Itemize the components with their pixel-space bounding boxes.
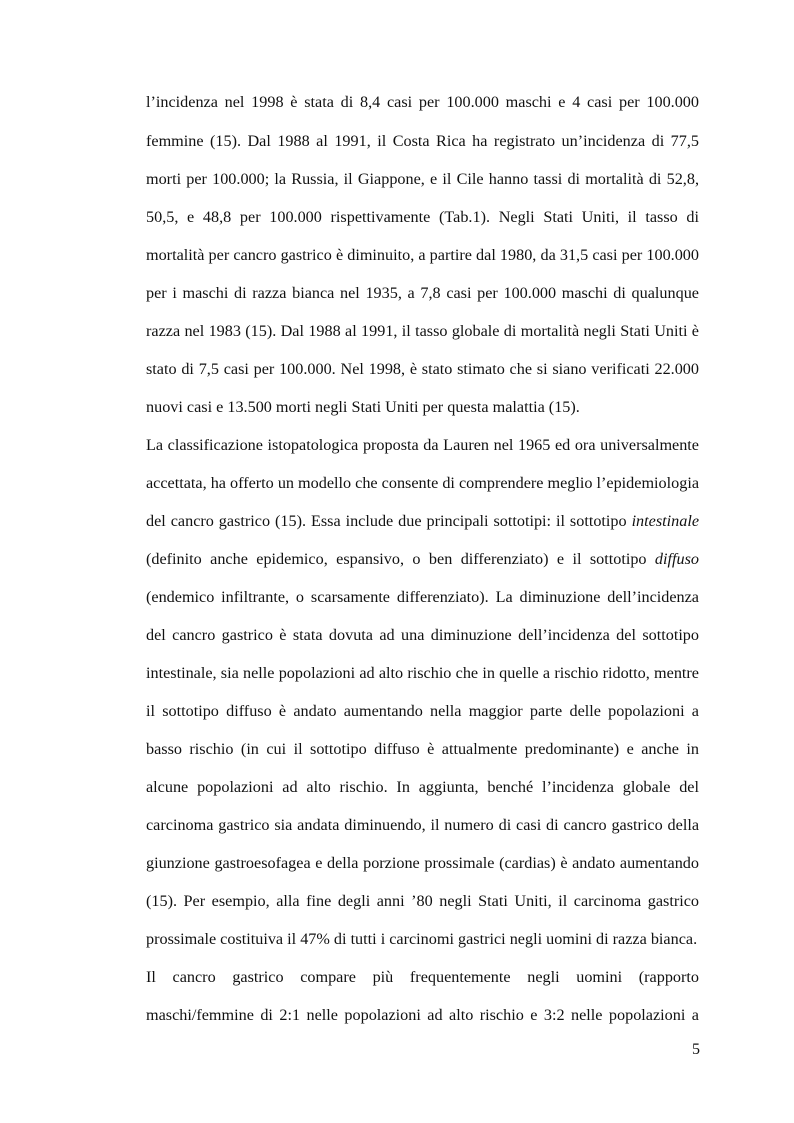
text-line: per i maschi di razza bianca nel 1935, a 7,8 casi per 100.000 maschi di qualunque xyxy=(146,284,699,302)
text-line: (endemico infiltrante, o scarsamente differenziato). La diminuzione dell’incidenza xyxy=(146,588,699,606)
text-line: intestinale, sia nelle popolazioni ad alto rischio che in quelle a rischio ridotto, mentre xyxy=(146,664,699,682)
italic-term: diffuso xyxy=(654,550,699,568)
text-line xyxy=(146,511,699,531)
text-line: prossimale costituiva il 47% di tutti i carcinomi gastrici negli uomini di razza bianca. xyxy=(146,930,698,948)
text-line: 50,5, e 48,8 per 100.000 rispettivamente (Tab.1). Negli Stati Uniti, il tasso di xyxy=(146,208,699,226)
text-segment: del cancro gastrico (15). Essa include due principali sottotipi: il sottotipo xyxy=(146,512,632,530)
text-line: femmine (15). Dal 1988 al 1991, il Costa Rica ha registrato un’incidenza di 77,5 xyxy=(146,132,699,150)
text-line: il sottotipo diffuso è andato aumentando nella maggior parte delle popolazioni a xyxy=(146,702,699,720)
text-line: (15). Per esempio, alla fine degli anni ’80 negli Stati Uniti, il carcinoma gastrico xyxy=(146,892,699,910)
text-line: morti per 100.000; la Russia, il Giappone, e il Cile hanno tassi di mortalità di 52,8, xyxy=(146,170,699,188)
text-line: carcinoma gastrico sia andata diminuendo, il numero di casi di cancro gastrico della xyxy=(146,816,699,834)
text-line: l’incidenza nel 1998 è stata di 8,4 casi per 100.000 maschi e 4 casi per 100.000 xyxy=(146,93,699,111)
text-line: Il cancro gastrico compare più frequentemente negli uomini (rapporto xyxy=(146,968,699,986)
text-line: nuovi casi e 13.500 morti negli Stati Uniti per questa malattia (15). xyxy=(146,398,580,416)
text-line: alcune popolazioni ad alto rischio. In aggiunta, benché l’incidenza globale del xyxy=(146,778,699,796)
text-line: accettata, ha offerto un modello che consente di comprendere meglio l’epidemiologia xyxy=(146,474,699,492)
page-number: 5 xyxy=(692,1041,700,1058)
text-line xyxy=(146,549,699,569)
text-segment: (definito anche epidemico, espansivo, o ben differenziato) e il sottotipo xyxy=(146,550,655,568)
text-line: stato di 7,5 casi per 100.000. Nel 1998, è stato stimato che si siano verificati 22.000 xyxy=(146,360,699,378)
italic-term: intestinale xyxy=(631,512,699,530)
text-line: mortalità per cancro gastrico è diminuito, a partire dal 1980, da 31,5 casi per 100.000 xyxy=(146,246,699,264)
text-line: maschi/femmine di 2:1 nelle popolazioni ad alto rischio e 3:2 nelle popolazioni a xyxy=(146,1006,699,1024)
text-line: del cancro gastrico è stata dovuta ad una diminuzione dell’incidenza del sottotipo xyxy=(146,626,699,644)
text-line: giunzione gastroesofagea e della porzione prossimale (cardias) è andato aumentando xyxy=(146,854,699,872)
text-line: razza nel 1983 (15). Dal 1988 al 1991, il tasso globale di mortalità negli Stati Uniti è xyxy=(146,322,699,340)
text-line: basso rischio (in cui il sottotipo diffuso è attualmente predominante) e anche in xyxy=(146,740,699,758)
text-line: La classificazione istopatologica proposta da Lauren nel 1965 ed ora universalmente xyxy=(146,436,699,454)
